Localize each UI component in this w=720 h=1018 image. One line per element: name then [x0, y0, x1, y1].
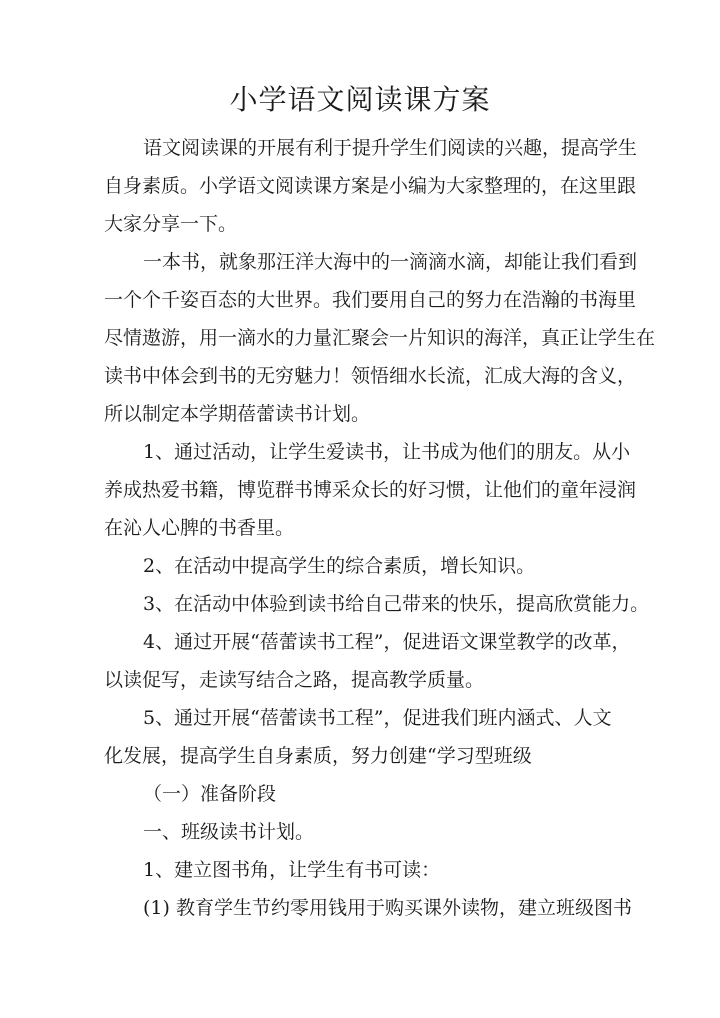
- paragraph-line: 自身素质。小学语文阅读课方案是小编为大家整理的，在这里跟: [104, 175, 637, 197]
- paragraph-line: 读书中体会到书的无穷魅力！领悟细水长流，汇成大海的含义，: [104, 365, 637, 387]
- document-title: 小学语文阅读课方案: [229, 83, 491, 116]
- paragraph-line: 大家分享一下。: [104, 213, 238, 235]
- list-item-line: 1、建立图书角，让学生有书可读：: [143, 859, 441, 881]
- list-item-line: (1) 教育学生节约零用钱用于购买课外读物，建立班级图书: [143, 897, 632, 919]
- list-item-line: 在沁人心脾的书香里。: [104, 517, 295, 539]
- list-item-line: 养成热爱书籍，博览群书博采众长的好习惯，让他们的童年浸润: [104, 479, 637, 501]
- paragraph-line: 一个个千姿百态的大世界。我们要用自己的努力在浩瀚的书海里: [104, 289, 637, 311]
- list-item-line: 2、在活动中提高学生的综合素质，增长知识。: [143, 555, 536, 577]
- paragraph-line: 所以制定本学期蓓蕾读书计划。: [104, 403, 371, 425]
- list-item-line: 1、通过活动，让学生爱读书，让书成为他们的朋友。从小: [143, 441, 631, 463]
- list-item-line: 以读促写，走读写结合之路，提高教学质量。: [104, 669, 485, 691]
- list-item-line: 5、通过开展“蓓蕾读书工程”，促进我们班内涵式、人文: [143, 707, 612, 729]
- list-item-line: 4、通过开展“蓓蕾读书工程”，促进语文课堂教学的改革，: [143, 631, 631, 653]
- paragraph-line: 语文阅读课的开展有利于提升学生们阅读的兴趣，提高学生: [143, 137, 638, 159]
- paragraph-line: 尽情遨游，用一滴水的力量汇聚会一片知识的海洋，真正让学生在: [104, 327, 656, 349]
- list-item-line: 3、在活动中体验到读书给自己带来的快乐，提高欣赏能力。: [143, 593, 650, 615]
- paragraph-line: 一本书，就象那汪洋大海中的一滴滴水滴，却能让我们看到: [143, 251, 638, 273]
- list-item-line: 化发展，提高学生自身素质，努力创建“学习型班级: [104, 745, 532, 767]
- section-heading: （一）准备阶段: [143, 783, 277, 805]
- section-heading: 一、班级读书计划。: [143, 821, 315, 843]
